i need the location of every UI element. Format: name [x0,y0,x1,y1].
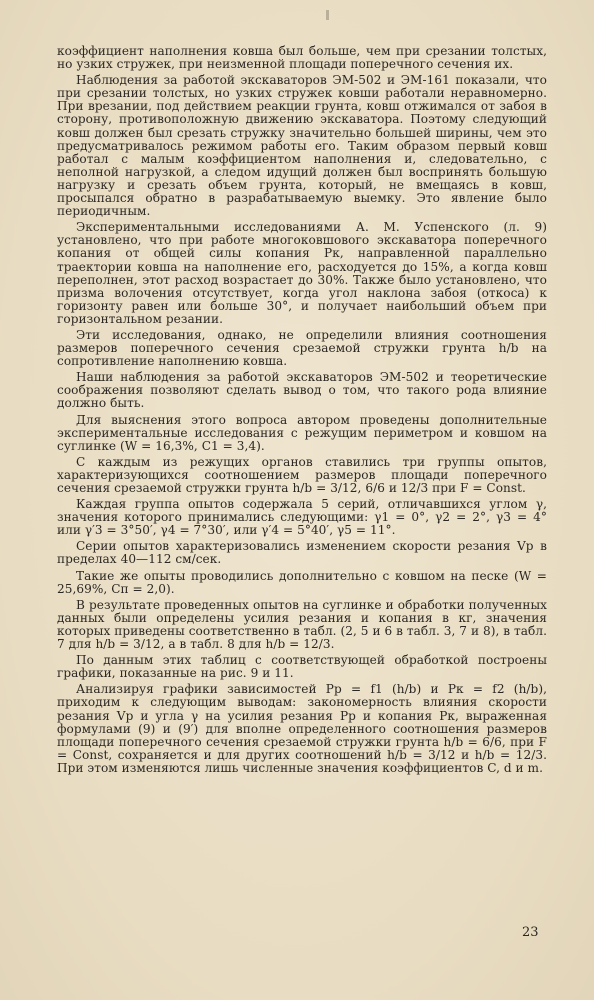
paragraph-3: Экспериментальными исследованиями А. М. Успенского (л. 9) установлено, что при работе многоковшового экскаватора поперечного копания от общей силы копания Pк, направленной параллельно траектории ковша на наполнение его, расходуется до 15%, а когда ковш переполнен, этот расход возрастает до 30%. Также было установлено, что призма волочения отсутствует, когда угол наклона забоя (откоса) к горизонту равен или больше 30°, и получает наибольший объем при горизонтальном резании. [57,220,547,326]
paragraph-13: Анализируя графики зависимостей Pр = f1 (h/b) и Pк = f2 (h/b), приходим к следующим выводам: закономерность влияния скорости резания Vр и угла γ на усилия резания Pр и копания Pк, выраженная формулами (9) и (9′) для вполне определенного соотношения размеров площади поперечного сечения срезаемой стружки грунта h/b = 6/6, при F = Const, сохраняется и для других соотношений h/b = 3/12 и h/b = 12/3. При этом изменяются лишь численные значения коэффициентов C, d и m. [57,682,547,775]
paragraph-7: С каждым из режущих органов ставились три группы опытов, характеризующихся соотношением размеров площади поперечного сечения срезаемой стружки грунта h/b = 3/12, 6/6 и 12/3 при F = Const. [57,454,547,495]
paragraph-2: Наблюдения за работой экскаваторов ЭМ-502 и ЭМ-161 показали, что при срезании толстых, но узких стружек ковши работали неравномерно. При врезании, под действием реакции грунта, ковш отжимался от забоя в сторону, противоположную движению экскаватора. Поэтому следующий ковш должен был срезать стружку значительно большей ширины, чем это предусматривалось режимом работы его. Таким образом первый ковш работал с малым коэффициентом наполнения и, следовательно, с неполной нагрузкой, а следом идущий должен был воспринять большую нагрузку и срезать объем грунта, который, не вмещаясь в ковш, просыпался обратно в разрабатываемую выемку. Это явление было периодичным. [57,73,547,219]
paragraph-11: В результате проведенных опытов на суглинке и обработки полученных данных были определены усилия резания и копания в кг, значения которых приведены соответственно в табл. (2, 5 и 6 в табл. 3, 7 и 8), в табл. 7 для h/b = 3/12, а в табл. 8 для h/b = 12/3. [57,597,547,652]
paragraph-10: Такие же опыты проводились дополнительно с ковшом на песке (W = 25,69%, Cп = 2,0). [57,568,547,596]
paragraph-1: коэффициент наполнения ковша был больше, чем при срезании толстых, но узких стружек, при неизменной площади поперечного сечения их. [57,44,547,72]
ink-mark [326,10,329,20]
paragraph-12: По данным этих таблиц с соответствующей обработкой построены графики, показанные на рис. 9 и 11. [57,653,547,681]
paragraph-8: Каждая группа опытов содержала 5 серий, отличавшихся углом γ, значения которого принимались следующими: γ1 = 0°, γ2 = 2°, γ3 = 4° или γ′3 = 3°50′, γ4 = 7°30′, или γ′4 = 5°40′, γ5 = 11°. [57,497,547,538]
paragraph-6: Для выяснения этого вопроса автором проведены дополнительные экспериментальные исследования с режущим периметром и ковшом на суглинке (W = 16,3%, C1 = 3,4). [57,412,547,453]
body-text [57,45,547,778]
paragraph-5: Наши наблюдения за работой экскаваторов ЭМ-502 и теоретические соображения позволяют сделать вывод о том, что такого рода влияние должно быть. [57,370,547,411]
paragraph-9: Серии опытов характеризовались изменением скорости резания Vр в пределах 40—112 см/сек. [57,539,547,567]
page-number: 23 [522,925,539,940]
paragraph-4: Эти исследования, однако, не определили влияния соотношения размеров поперечного сечения срезаемой стружки грунта h/b на сопротивление наполнению ковша. [57,327,547,369]
